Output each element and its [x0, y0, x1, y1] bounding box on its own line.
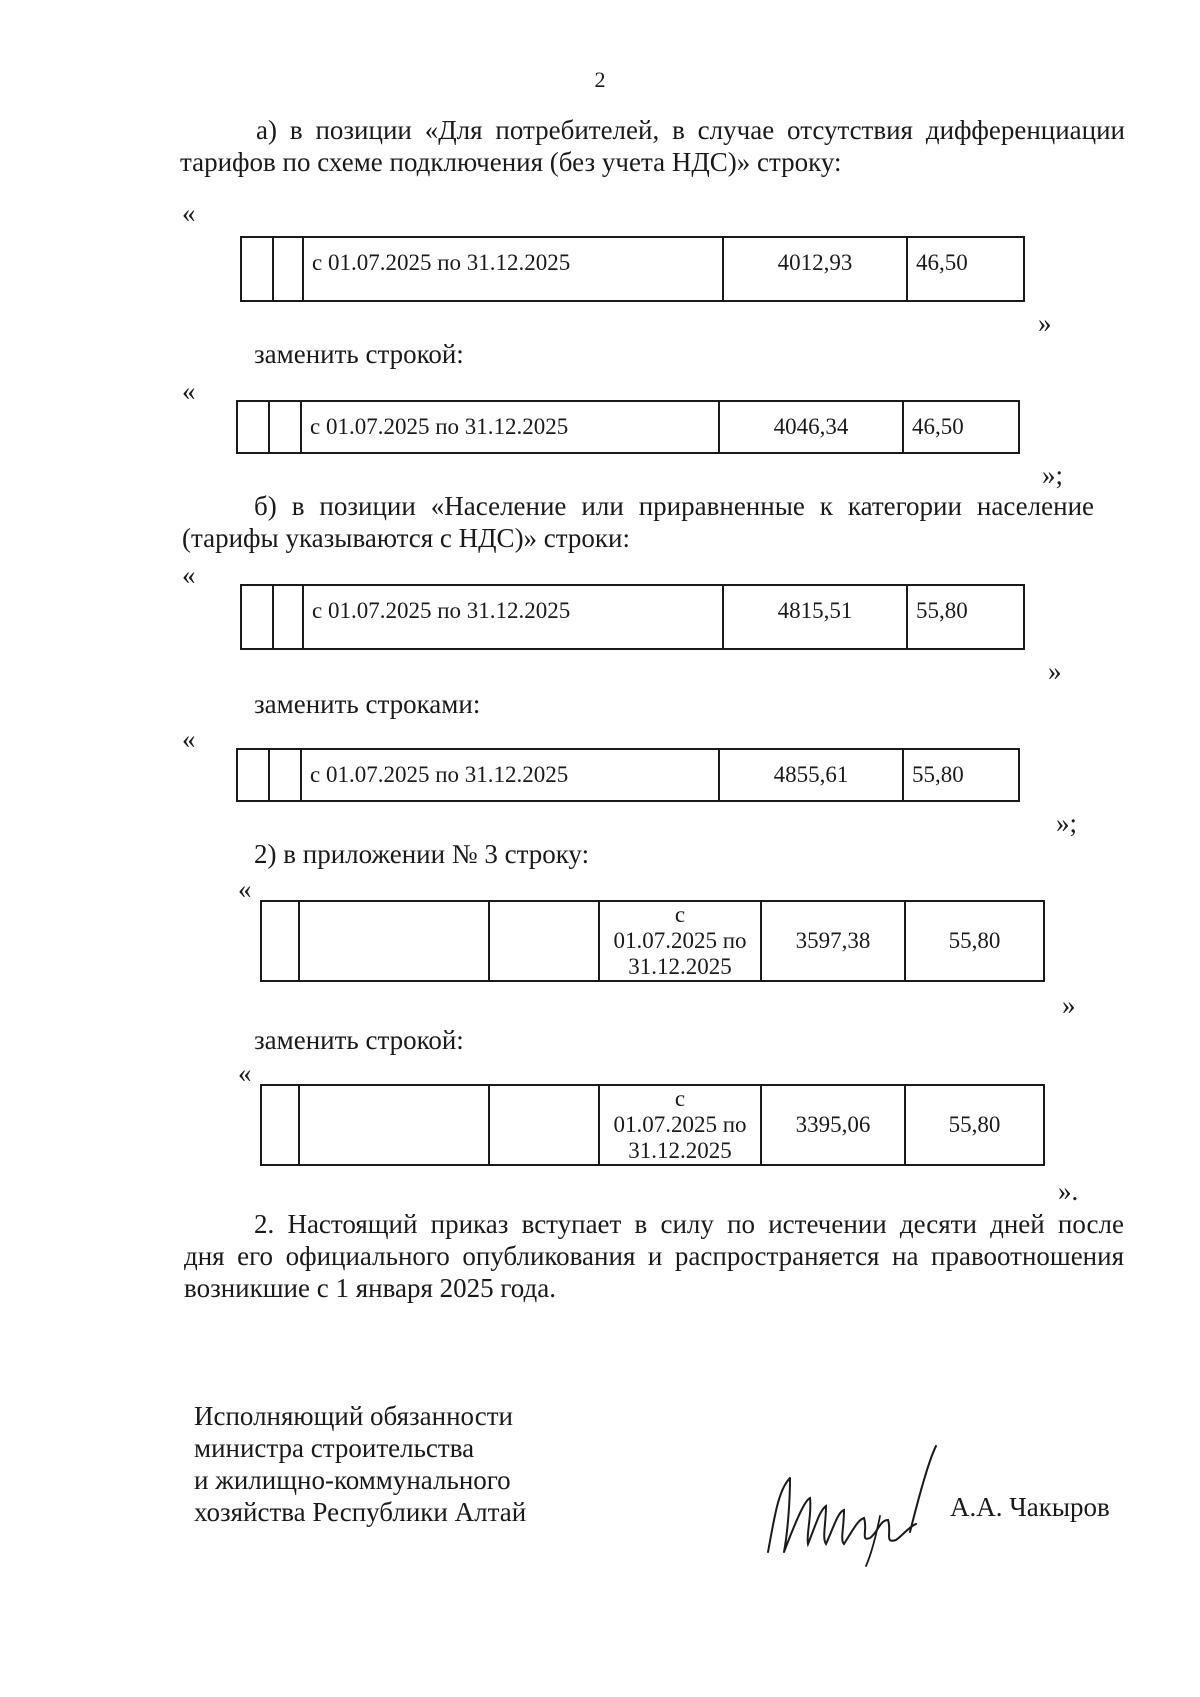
row-period: с 01.07.2025 по 31.12.2025 [301, 749, 719, 801]
period-line: 01.07.2025 по [613, 928, 747, 953]
row-rate: 55,80 [905, 1085, 1044, 1165]
close-quote: » [1062, 990, 1076, 1020]
row-cell-empty [261, 901, 299, 981]
replace-label: заменить строками: [254, 689, 481, 719]
row-rate: 46,50 [907, 237, 1024, 301]
section-2-text: 2) в приложении № 3 строку: [254, 839, 590, 869]
period-line: 01.07.2025 по [613, 1112, 747, 1137]
row-cell-empty [237, 749, 269, 801]
open-quote: « [238, 1058, 252, 1088]
replace-label: заменить строкой: [254, 339, 464, 369]
replace-label: заменить строкой: [254, 1025, 464, 1055]
row-value: 4046,34 [719, 401, 903, 453]
row-rate: 55,80 [907, 585, 1024, 649]
handwritten-signature [760, 1440, 940, 1570]
row-cell-empty [273, 585, 303, 649]
title-line: Исполняющий обязанности [194, 1401, 513, 1431]
section-a-new-row [236, 400, 1020, 454]
row-rate: 46,50 [903, 401, 1019, 453]
row-cell-empty [489, 1085, 599, 1165]
row-cell-empty [273, 237, 303, 301]
title-line: и жилищно-коммунального [194, 1465, 511, 1495]
row-cell-empty [489, 901, 599, 981]
row-cell-empty [241, 585, 273, 649]
row-rate: 55,80 [903, 749, 1019, 801]
close-quote-period: ». [1058, 1176, 1079, 1206]
signatory-title [194, 1400, 526, 1528]
final-line: 2. Настоящий приказ вступает в силу по истечении десяти дней после [254, 1209, 1124, 1239]
row-period: с 01.07.2025 по 31.12.2025 [303, 585, 723, 649]
final-line: возникшие с 1 января 2025 года. [184, 1273, 556, 1303]
section-b-text: б) в позиции «Население или приравненные к категории население (тарифы указываются с НДС)» строки: [182, 491, 1094, 553]
row-value: 4855,61 [719, 749, 903, 801]
section-a-text: а) в позиции «Для потребителей, в случае отсутствия дифференциации тарифов по схеме подключения (без учета НДС)» строку: [180, 115, 1125, 177]
row-cell-empty [299, 901, 489, 981]
section-b-old-row [240, 584, 1025, 650]
final-paragraph [184, 1208, 1124, 1304]
row-cell-empty [237, 401, 269, 453]
open-quote: « [182, 560, 196, 590]
section-2-new-row [260, 1084, 1045, 1166]
row-value: 3395,06 [761, 1085, 905, 1165]
row-period [599, 901, 761, 981]
section-b-new-row [236, 748, 1020, 802]
close-quote: » [1038, 308, 1052, 338]
open-quote: « [182, 198, 196, 228]
title-line: министра строительства [194, 1433, 475, 1463]
row-cell-empty [269, 401, 301, 453]
close-quote-semicolon: »; [1042, 460, 1064, 490]
open-quote: « [182, 724, 196, 754]
row-period: с 01.07.2025 по 31.12.2025 [303, 237, 723, 301]
close-quote: » [1048, 656, 1062, 686]
period-line: с [674, 1086, 686, 1111]
section-2-old-row [260, 900, 1045, 982]
row-period: с 01.07.2025 по 31.12.2025 [301, 401, 719, 453]
row-cell-empty [269, 749, 301, 801]
row-value: 4012,93 [723, 237, 907, 301]
row-period [599, 1085, 761, 1165]
open-quote: « [238, 874, 252, 904]
row-value: 3597,38 [761, 901, 905, 981]
row-cell-empty [261, 1085, 299, 1165]
close-quote-semicolon: »; [1056, 808, 1078, 838]
page-number: 2 [594, 67, 606, 92]
row-cell-empty [299, 1085, 489, 1165]
section-a-old-row [240, 236, 1025, 302]
row-cell-empty [241, 237, 273, 301]
period-line: 31.12.2025 [628, 954, 732, 979]
period-line: с [674, 902, 686, 927]
row-rate: 55,80 [905, 901, 1044, 981]
period-line: 31.12.2025 [628, 1138, 732, 1163]
title-line: хозяйства Республики Алтай [194, 1497, 527, 1527]
open-quote: « [182, 376, 196, 406]
row-value: 4815,51 [723, 585, 907, 649]
signatory-name: А.А. Чакыров [950, 1492, 1110, 1522]
final-line: дня его официального опубликования и распространяется на правоотношения [184, 1241, 1124, 1271]
